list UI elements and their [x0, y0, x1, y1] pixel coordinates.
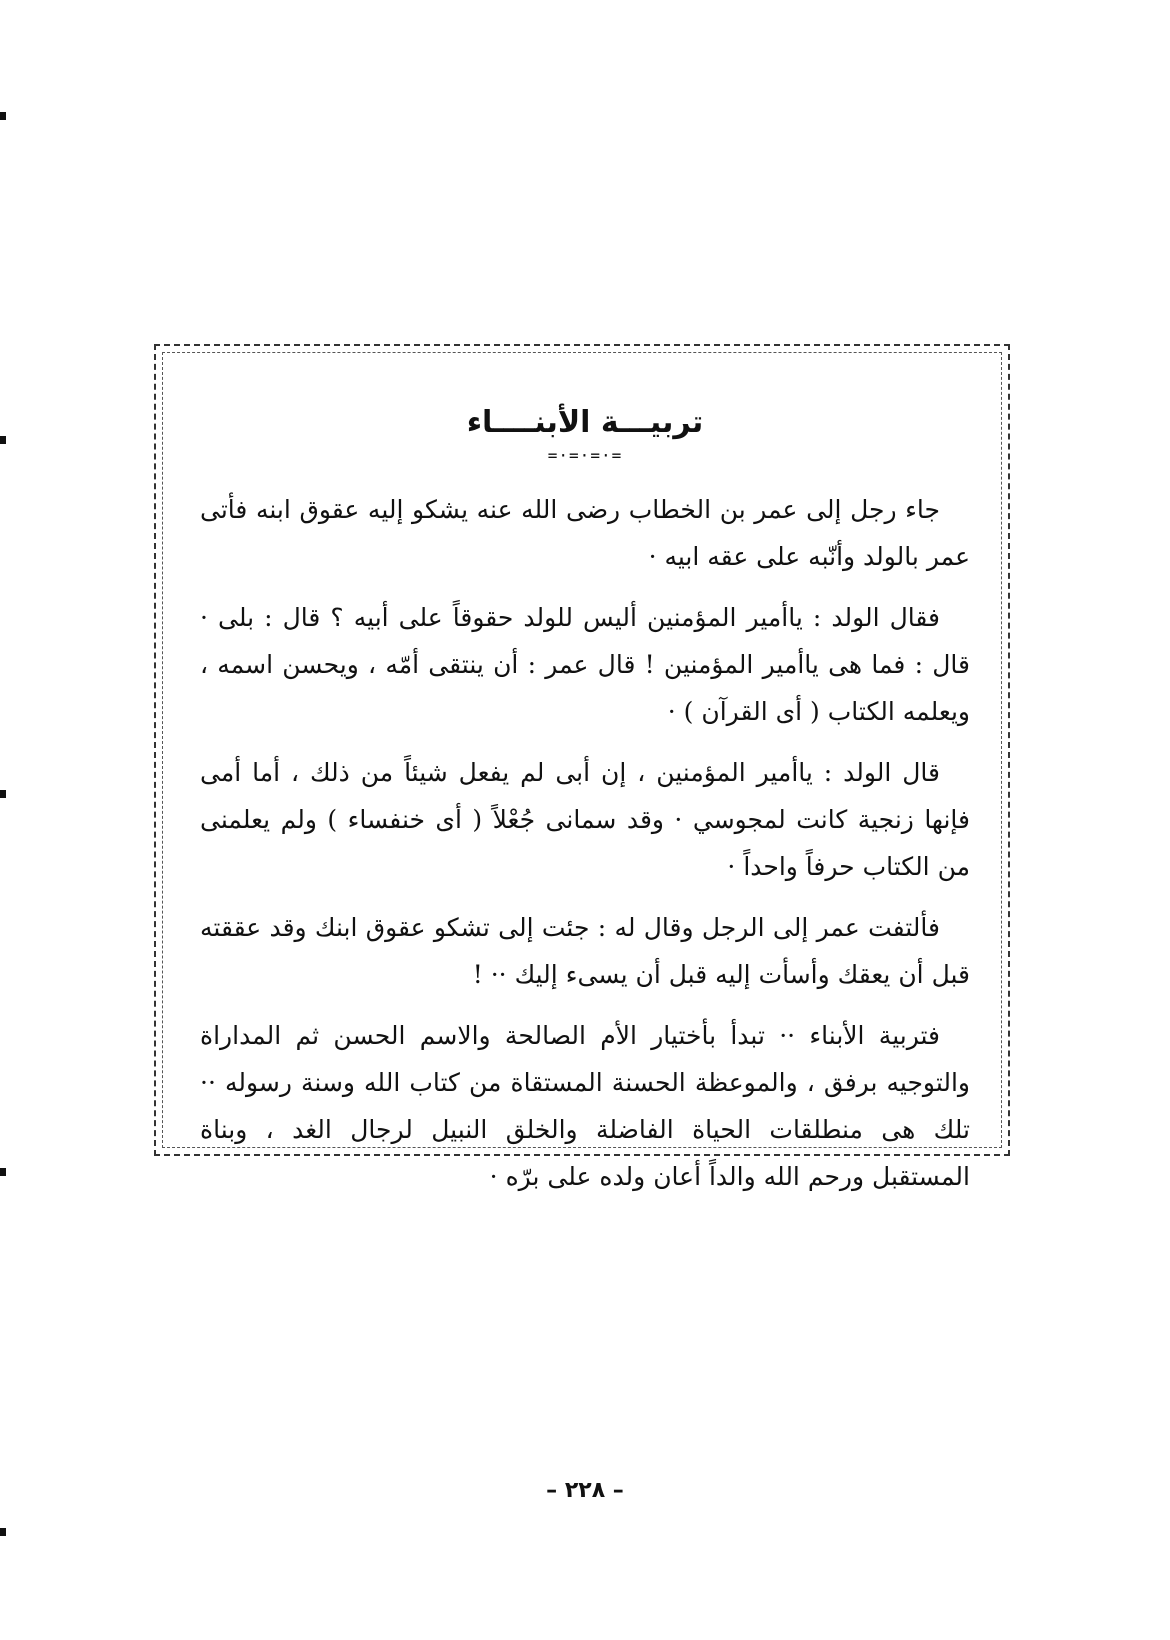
scan-mark	[0, 1168, 6, 1176]
paragraph: فقال الولد : ياأمير المؤمنين أليس للولد حقوقاً على أبيه ؟ قال : بلى · قال : فما هى ياأمير المؤمنين ! قال عمر : أن ينتقى أمّه ، ويحسن اسمه ، ويعلمه الكتاب ( أى القرآن ) ·	[200, 603, 970, 726]
paragraph: قال الولد : ياأمير المؤمنين ، إن أبى لم يفعل شيئاً من ذلك ، أما أمى فإنها زنجية كانت لمجوسي · وقد سمانى جُعْلاً ( أى خنفساء ) ولم يعلمنى من الكتاب حرفاً واحداً ·	[200, 758, 970, 881]
scan-mark	[0, 1528, 6, 1536]
paragraph: فألتفت عمر إلى الرجل وقال له : جئت إلى تشكو عقوق ابنك وقد عققته قبل أن يعقك وأسأت إليه قبل أن يسىء إليك ·· !	[200, 913, 970, 989]
title-ornament: =·=·=·=	[547, 446, 623, 465]
scan-mark	[0, 112, 6, 120]
page-number: – ٢٢٨ –	[546, 1478, 624, 1503]
paragraph: جاء رجل إلى عمر بن الخطاب رضى الله عنه يشكو إليه عقوق ابنه فأتى عمر بالولد وأنّبه على عقه ابيه ·	[200, 495, 970, 571]
article-title: تربيـــة الأبنــــاء	[466, 405, 704, 440]
scan-mark	[0, 790, 6, 798]
article-body	[200, 400, 970, 1214]
paragraph: فتربية الأبناء ·· تبدأ بأختيار الأم الصالحة والاسم الحسن ثم المداراة والتوجيه برفق ، والموعظة الحسنة المستقاة من كتاب الله وسنة رسوله ·· تلك هى منطلقات الحياة الفاضلة والخلق النبيل لرجال الغد ، وبناة المستقبل ورحم الله والداً أعان ولده على برّه ·	[200, 1021, 970, 1191]
scan-mark	[0, 436, 6, 444]
